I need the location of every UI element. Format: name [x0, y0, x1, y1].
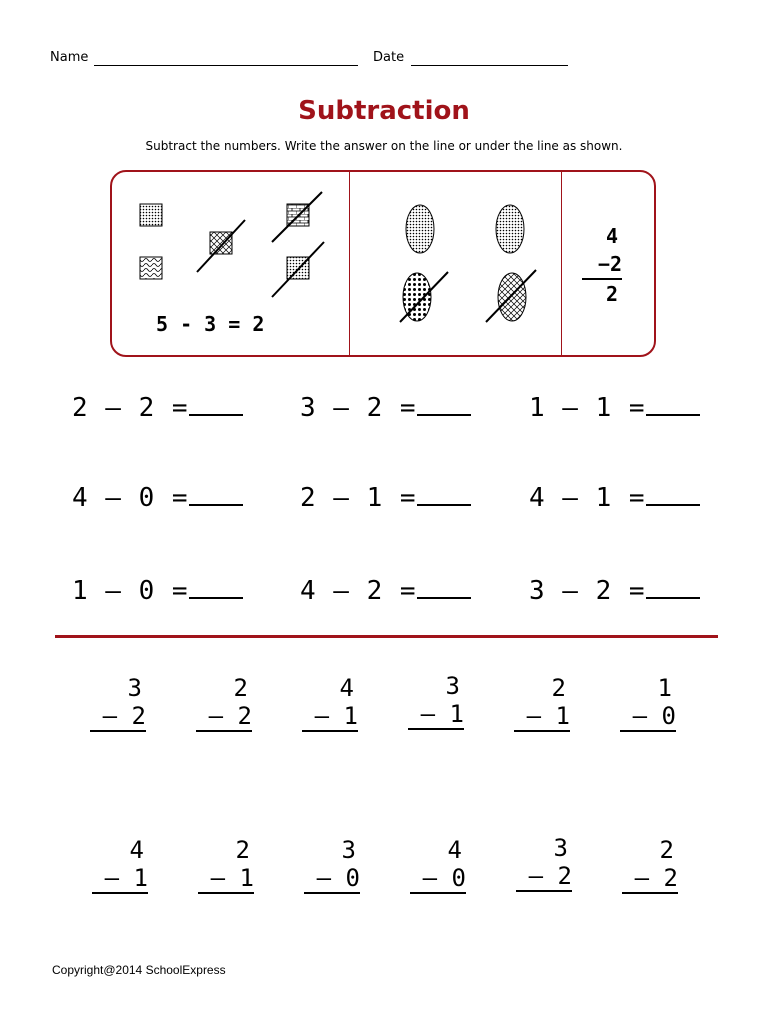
square-icon: [197, 220, 245, 272]
problem-horizontal: 3 – 2 =: [300, 393, 471, 423]
square-icon: [272, 242, 324, 297]
answer-line[interactable]: [189, 394, 243, 416]
problem-vertical: 4 – 1: [92, 836, 148, 894]
problem-vertical: 2 – 2: [196, 674, 252, 732]
oval-icon: [406, 205, 434, 253]
date-field[interactable]: [411, 51, 568, 66]
page-title: Subtraction: [298, 96, 470, 126]
oval-icon: [496, 205, 524, 253]
problem-vertical: 3 – 2: [90, 674, 146, 732]
answer-line[interactable]: [417, 577, 471, 599]
answer-line[interactable]: [417, 484, 471, 506]
problem-vertical: 4 – 0: [410, 836, 466, 894]
problem-horizontal: 2 – 2 =: [72, 393, 243, 423]
answer-line[interactable]: [189, 577, 243, 599]
problem-vertical: 3 – 0: [304, 836, 360, 894]
example-bottom: −2: [582, 250, 622, 280]
section-divider: [55, 635, 718, 638]
problem-horizontal: 3 – 2 =: [529, 576, 700, 606]
answer-line[interactable]: [646, 577, 700, 599]
oval-icon: [400, 272, 448, 322]
problem-vertical: 2 – 2: [622, 836, 678, 894]
problem-vertical: 2 – 1: [198, 836, 254, 894]
name-label: Name: [50, 50, 89, 65]
square-icon: [272, 192, 322, 242]
answer-line[interactable]: [646, 484, 700, 506]
answer-line[interactable]: [189, 484, 243, 506]
problem-vertical: 1 – 0: [620, 674, 676, 732]
example-equation: 5 - 3 = 2: [156, 312, 265, 336]
name-field[interactable]: [94, 51, 358, 66]
answer-line[interactable]: [417, 394, 471, 416]
problem-horizontal: 4 – 1 =: [529, 483, 700, 513]
problem-horizontal: 1 – 1 =: [529, 393, 700, 423]
problem-horizontal: 2 – 1 =: [300, 483, 471, 513]
problem-horizontal: 4 – 0 =: [72, 483, 243, 513]
copyright-text: Copyright@2014 SchoolExpress: [52, 963, 226, 977]
example-vertical: [582, 222, 622, 308]
answer-line[interactable]: [646, 394, 700, 416]
example-box: [110, 170, 656, 357]
problem-vertical: 3 – 1: [408, 672, 464, 730]
square-icon: [140, 257, 162, 279]
problem-vertical: 4 – 1: [302, 674, 358, 732]
date-label: Date: [373, 50, 405, 65]
problem-horizontal: 4 – 2 =: [300, 576, 471, 606]
problem-vertical: 3 – 2: [516, 834, 572, 892]
example-top: 4: [605, 224, 618, 248]
instructions: Subtract the numbers. Write the answer on the line or under the line as shown.: [145, 139, 623, 153]
square-icon: [140, 204, 162, 226]
problem-horizontal: 1 – 0 =: [72, 576, 243, 606]
problem-vertical: 2 – 1: [514, 674, 570, 732]
example-answer: 2: [605, 282, 618, 306]
oval-icon: [486, 270, 536, 322]
